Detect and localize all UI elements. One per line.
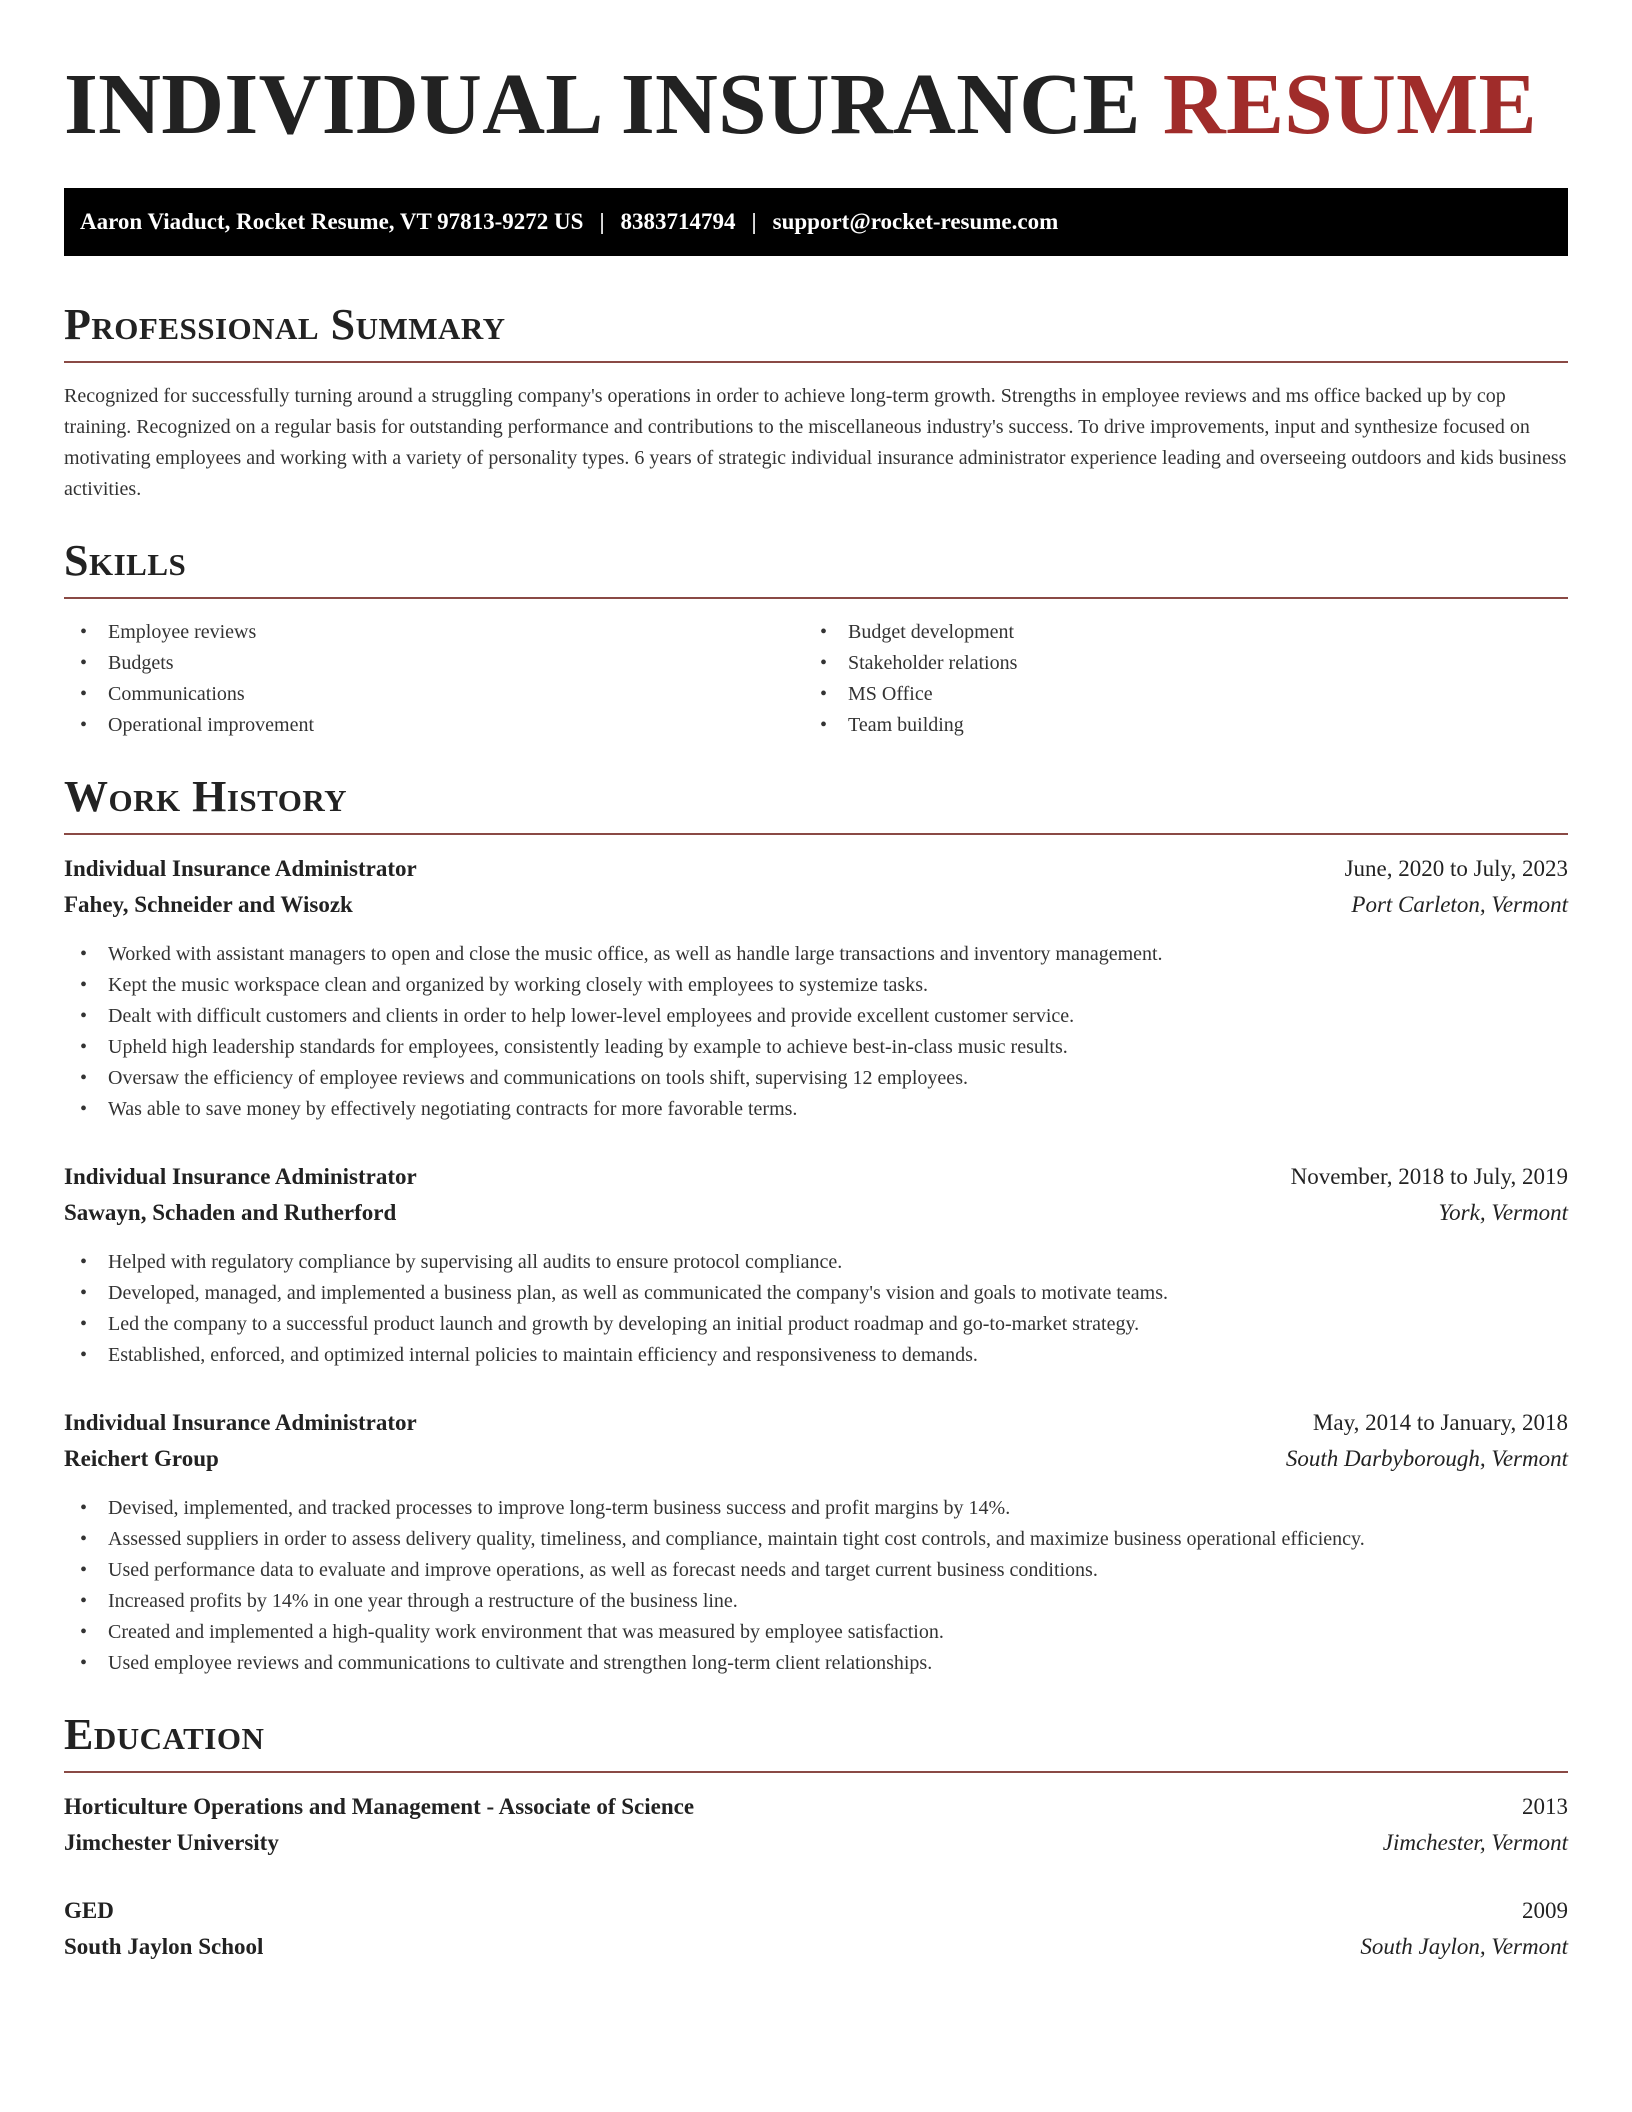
job-header <box>64 1405 1568 1441</box>
contact-address: Aaron Viaduct, Rocket Resume, VT 97813-9272 US <box>80 209 584 234</box>
list-item: • Assessed suppliers in order to assess delivery quality, timeliness, and compliance, maintain tight cost controls, and maximize business operational efficiency. <box>64 1524 1568 1555</box>
skill-item: • Employee reviews <box>64 617 804 648</box>
job-bullets <box>64 1247 1568 1371</box>
job-location: Port Carleton, Vermont <box>1351 892 1568 917</box>
education-entry <box>64 1789 1568 1861</box>
job-title: Individual Insurance Administrator <box>64 1164 417 1189</box>
education-header <box>64 1893 1568 1929</box>
education-entry <box>64 1893 1568 1965</box>
resume-title <box>64 55 1568 158</box>
list-item: • Oversaw the efficiency of employee reviews and communications on tools shift, supervising 12 employees. <box>64 1063 1568 1094</box>
skill-item: • MS Office <box>804 679 1544 710</box>
skills-section <box>64 536 1568 741</box>
job-subheader <box>64 1195 1568 1231</box>
list-item: • Upheld high leadership standards for employees, consistently leading by example to achieve best-in-class music results. <box>64 1032 1568 1063</box>
contact-bar <box>64 188 1568 256</box>
job-dates: June, 2020 to July, 2023 <box>1344 856 1568 881</box>
job-subheader <box>64 1441 1568 1477</box>
list-item: • Developed, managed, and implemented a business plan, as well as communicated the company's vision and goals to motivate teams. <box>64 1278 1568 1309</box>
education-section <box>64 1710 1568 1965</box>
list-item: • Used performance data to evaluate and improve operations, as well as forecast needs and target current business conditions. <box>64 1555 1568 1586</box>
summary-text: Recognized for successfully turning around a struggling company's operations in order to achieve long-term growth. Strengths in employee reviews and ms office backed up by cop training. Recognized on a regular basis for outstanding performance and contributions to the miscellaneous industry's success. To drive improvements, input and synthesize focused on motivating employees and working with a variety of personality types. 6 years of strategic individual insurance administrator experience leading and overseeing outdoors and kids business activities. <box>64 385 1567 500</box>
job-entry <box>64 851 1568 1125</box>
job-company: Reichert Group <box>64 1446 219 1471</box>
list-item: • Increased profits by 14% in one year through a restructure of the business line. <box>64 1586 1568 1617</box>
job-title: Individual Insurance Administrator <box>64 856 417 881</box>
education-header <box>64 1789 1568 1825</box>
education-heading: Education <box>64 1710 265 1759</box>
education-school: Jimchester University <box>64 1830 279 1855</box>
skill-item: • Stakeholder relations <box>804 648 1544 679</box>
list-item: • Dealt with difficult customers and clients in order to help lower-level employees and provide excellent customer service. <box>64 1001 1568 1032</box>
skills-column-right <box>804 617 1544 741</box>
job-bullets <box>64 1493 1568 1679</box>
job-entry <box>64 1405 1568 1679</box>
education-degree: Horticulture Operations and Management - Associate of Science <box>64 1794 695 1819</box>
list-item: • Used employee reviews and communications to cultivate and strengthen long-term client relationships. <box>64 1648 1568 1679</box>
list-item: • Devised, implemented, and tracked processes to improve long-term business success and profit margins by 14%. <box>64 1493 1568 1524</box>
contact-separator: | <box>599 209 605 234</box>
list-item: • Was able to save money by effectively negotiating contracts for more favorable terms. <box>64 1094 1568 1125</box>
skill-item: • Communications <box>64 679 804 710</box>
skills-list <box>64 617 1568 741</box>
job-company: Sawayn, Schaden and Rutherford <box>64 1200 397 1225</box>
section-divider <box>64 833 1568 835</box>
education-subheader <box>64 1929 1568 1965</box>
skill-item: • Budget development <box>804 617 1544 648</box>
education-location: South Jaylon, Vermont <box>1360 1934 1568 1959</box>
job-entry <box>64 1159 1568 1371</box>
job-location: South Darbyborough, Vermont <box>1285 1446 1568 1471</box>
job-company: Fahey, Schneider and Wisozk <box>64 892 353 917</box>
section-divider <box>64 597 1568 599</box>
title-accent: RESUME <box>1162 55 1537 152</box>
education-location: Jimchester, Vermont <box>1382 1830 1568 1855</box>
job-header <box>64 1159 1568 1195</box>
summary-heading: Professional Summary <box>64 300 506 349</box>
summary-section <box>64 300 1568 505</box>
education-year: 2013 <box>1522 1794 1568 1819</box>
list-item: • Helped with regulatory compliance by supervising all audits to ensure protocol compliance. <box>64 1247 1568 1278</box>
contact-separator: | <box>751 209 757 234</box>
work-history-heading: Work History <box>64 772 348 821</box>
job-location: York, Vermont <box>1438 1200 1568 1225</box>
job-header <box>64 851 1568 887</box>
education-subheader <box>64 1825 1568 1861</box>
skills-heading: Skills <box>64 536 187 585</box>
job-subheader <box>64 887 1568 923</box>
skills-column-left <box>64 617 804 741</box>
job-title: Individual Insurance Administrator <box>64 1410 417 1435</box>
title-main: INDIVIDUAL INSURANCE <box>64 55 1163 152</box>
list-item: • Worked with assistant managers to open and close the music office, as well as handle large transactions and inventory management. <box>64 939 1568 970</box>
skill-item: • Budgets <box>64 648 804 679</box>
skill-item: • Operational improvement <box>64 710 804 741</box>
education-degree: GED <box>64 1898 114 1923</box>
contact-email: support@rocket-resume.com <box>772 209 1059 234</box>
section-divider <box>64 1771 1568 1773</box>
contact-phone: 8383714794 <box>620 209 736 234</box>
list-item: • Led the company to a successful product launch and growth by developing an initial product roadmap and go-to-market strategy. <box>64 1309 1568 1340</box>
list-item: • Established, enforced, and optimized internal policies to maintain efficiency and responsiveness to demands. <box>64 1340 1568 1371</box>
work-history-section <box>64 772 1568 1679</box>
education-school: South Jaylon School <box>64 1934 264 1959</box>
job-bullets <box>64 939 1568 1125</box>
job-dates: November, 2018 to July, 2019 <box>1290 1164 1568 1189</box>
list-item: • Created and implemented a high-quality work environment that was measured by employee satisfaction. <box>64 1617 1568 1648</box>
list-item: • Kept the music workspace clean and organized by working closely with employees to systemize tasks. <box>64 970 1568 1001</box>
job-dates: May, 2014 to January, 2018 <box>1312 1410 1568 1435</box>
skill-item: • Team building <box>804 710 1544 741</box>
section-divider <box>64 361 1568 363</box>
education-year: 2009 <box>1522 1898 1568 1923</box>
